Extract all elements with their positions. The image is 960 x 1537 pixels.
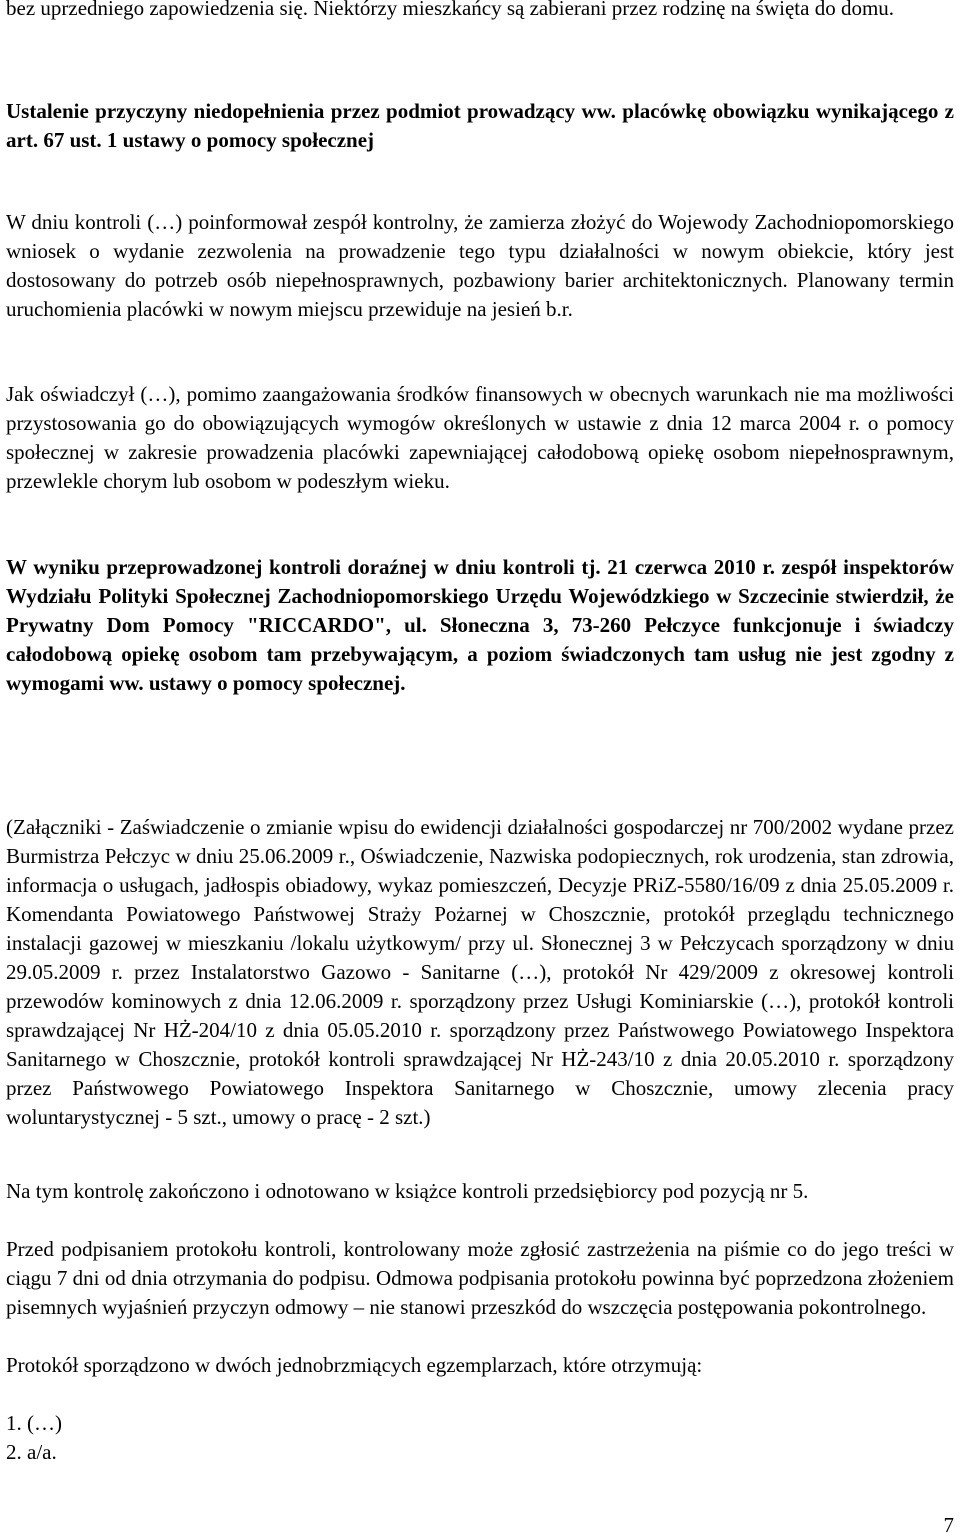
attachments-paragraph: (Załączniki - Zaświadczenie o zmianie wpisu do ewidencji działalności gospodarczej nr 700/2002 wydane przez Burmistrza Pełczyc w dniu 25.06.2009 r., Oświadczenie, Nazwiska podopiecznych, rok urodzenia, stan zdrowia, informacja o usługach, jadłospis obiadowy, wykaz pomieszczeń, Decyzje PRiZ-5580/16/09 z dnia 25.05.2009 r. Komendanta Powiatowego Państwowej Straży Pożarnej w Choszcznie, protokół przeglądu technicznego instalacji gazowej w mieszkaniu /lokalu użytkowym/ przy ul. Słonecznej 3 w Pełczycach sporządzony w dniu 29.05.2009 r. przez Instalatorstwo Gazowo - Sanitarne (…), protokół Nr 429/2009 z okresowej kontroli przewodów kominowych z dnia 12.06.2009 r. sporządzony przez Usługi Kominiarskie (…), protokół kontroli sprawdzającej Nr HŻ-204/10 z dnia 05.05.2010 r. sporządzony przez Państwowego Powiatowego Inspektora Sanitarnego w Choszcznie, protokół kontroli sprawdzającej Nr HŻ-243/10 z dnia 20.05.2010 r. sporządzony przez Państwowego Powiatowego Inspektora Sanitarnego w Choszcznie, umowy zlecenia pracy woluntarystycznej - 5 szt., umowy o pracę - 2 szt.) [6, 815, 954, 1129]
declaration-paragraph: Jak oświadczył (…), pomimo zaangażowania środków finansowych w obecnych warunkach nie ma możliwości przystosowania go do obowiązujących wymogów określonych w ustawie z dnia 12 marca 2004 r. o pomocy społecznej w zakresie prowadzenia placówki zapewniającej całodobową opiekę osobom niepełnosprawnym, przewlekle chorym lub osobom w podeszłym wieku. [6, 382, 954, 493]
inspection-result-paragraph: W wyniku przeprowadzonej kontroli doraźnej w dniu kontroli tj. 21 czerwca 2010 r. zespół inspektorów Wydziału Polityki Społecznej Zachodniopomorskiego Urzędu Wojewódzkiego w Szczecinie stwierdził, że Prywatny Dom Pomocy "RICCARDO", ul. Słoneczna 3, 73-260 Pełczyce funkcjonuje i świadczy całodobową opiekę osobom tam przebywającym, a poziom świadczonych tam usług nie jest zgodny z wymogami ww. ustawy o pomocy społecznej. [6, 555, 954, 695]
recipient-item: 2. a/a. [6, 1440, 57, 1464]
recipients-list [6, 1409, 954, 1467]
control-paragraph: W dniu kontroli (…) poinformował zespół kontrolny, że zamierza złożyć do Wojewody Zachodniopomorskiego wniosek o wydanie zezwolenia na prowadzenie tego typu działalności w nowym obiekcie, który jest dostosowany do potrzeb osób niepełnosprawnych, pozbawiony barier architektonicznych. Planowany termin uruchomienia placówki w nowym miejscu przewiduje na jesień b.r. [6, 210, 954, 321]
intro-paragraph: bez uprzedniego zapowiedzenia się. Niektórzy mieszkańcy są zabierani przez rodzinę na święta do domu. [6, 0, 895, 20]
objections-paragraph: Przed podpisaniem protokołu kontroli, kontrolowany może zgłosić zastrzeżenia na piśmie co do jego treści w ciągu 7 dni od dnia otrzymania do podpisu. Odmowa podpisania protokołu powinna być poprzedzona złożeniem pisemnych wyjaśnień przyczyn odmowy – nie stanowi przeszkód do wszczęcia postępowania pokontrolnego. [6, 1237, 954, 1319]
page-number: 7 [943, 1513, 954, 1537]
inspection-book-paragraph: Na tym kontrolę zakończono i odnotowano w książce kontroli przedsiębiorcy pod pozycją nr 5. [6, 1179, 809, 1203]
section-heading: Ustalenie przyczyny niedopełnienia przez podmiot prowadzący ww. placówkę obowiązku wynikającego z art. 67 ust. 1 ustawy o pomocy społecznej [6, 99, 954, 152]
copies-paragraph: Protokół sporządzono w dwóch jednobrzmiących egzemplarzach, które otrzymują: [6, 1353, 703, 1377]
recipient-item: 1. (…) [6, 1411, 62, 1435]
